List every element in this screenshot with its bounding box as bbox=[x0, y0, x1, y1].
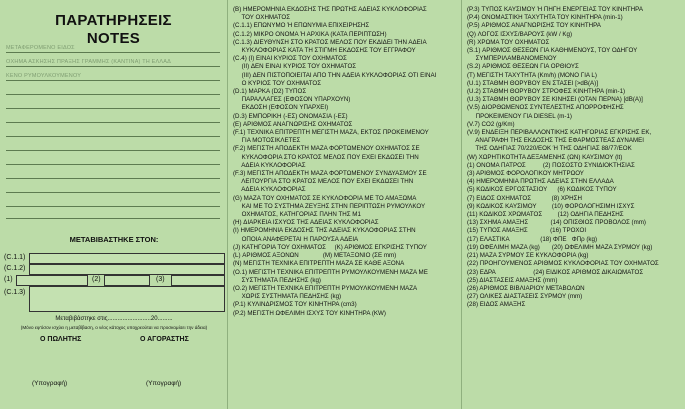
legend-row: (III) ΔΕΝ ΠΙΣΤΟΠΟΙΕΙΤΑΙ ΑΠΟ ΤΗΝ ΑΔΕΙΑ ΚΥΚΛΟΦΟΡΙΑΣ ΟΤΙ ΕΙΝΑΙ bbox=[233, 71, 437, 79]
legend-row: ΧΩΡΙΣ ΣΥΣΤΗΜΑΤΑ ΠΕΔΗΣΗΣ (kg) bbox=[233, 293, 342, 301]
legend-row: (17) ΕΛΑΣΤΙΚΑ (18) ΦΠΕ ΦΠρ (kg) bbox=[467, 235, 598, 243]
legend-row: (C.1.3) ΔΙΕΥΘΥΝΣΗ ΣΤΟ ΚΡΑΤΟΣ ΜΕΛΟΣ ΠΟΥ ΕΚΔΙΔΕΙ ΤΗΝ ΑΔΕΙΑ bbox=[233, 38, 427, 46]
legend-row: ΚΥΚΛΟΦΟΡΙΑΣ ΚΑΤΑ ΤΗ ΣΤΙΓΜΗ ΕΚΔΟΣΗΣ ΤΟΥ ΕΓΓΡΑΦΟΥ bbox=[233, 47, 416, 55]
right-rows bbox=[467, 6, 683, 310]
note-rule bbox=[6, 122, 220, 123]
field-3-label: (3) bbox=[156, 276, 165, 283]
legend-row: (P.1) ΚΥΛΙΝΔΡΙΣΜΟΣ ΤΟΥ ΚΙΝΗΤΗΡΑ (cm3) bbox=[233, 301, 357, 309]
legend-row: (C.1.2) ΜΙΚΡΟ ΟΝΟΜΑ Ή ΑΡΧΙΚΑ (ΚΑΤΑ ΠΕΡΙΠΤΩΣΗ) bbox=[233, 30, 387, 38]
fields-legend-middle bbox=[229, 0, 462, 409]
legend-row: (H) ΔΙΑΡΚΕΙΑ ΙΣΧΥΟΣ ΤΗΣ ΑΔΕΙΑΣ ΚΥΚΛΟΦΟΡΙΑΣ bbox=[233, 219, 379, 227]
legend-row: (V.5) ΔΙΟΡΘΩΜΕΝΟΣ ΣΥΝΤΕΛΕΣΤΗΣ ΑΠΟΡΡΟΦΗΣΗΣ bbox=[467, 104, 624, 112]
legend-row: ΓΙΑ ΜΟΤΟΣΙΚΛΕΤΕΣ bbox=[233, 137, 301, 145]
field-2-box[interactable] bbox=[104, 275, 150, 286]
legend-row: (26) ΑΡΙΘΜΟΣ ΒΙΒΛΙΑΡΙΟΥ ΜΕΤΑΒΟΛΩΝ bbox=[467, 284, 585, 292]
legend-row: (I) ΗΜΕΡΟΜΗΝΙΑ ΕΚΔΟΣΗΣ ΤΗΣ ΑΔΕΙΑΣ ΚΥΚΛΟΦΟΡΙΑΣ ΣΤΗΝ bbox=[233, 227, 416, 235]
legend-row: (T) ΜΕΓΙΣΤΗ ΤΑΧΥΤΗΤΑ (Km/h) (ΜΟΝΟ ΓΙΑ L) bbox=[467, 71, 597, 79]
legend-row: ΚΑΙ ΜΕ ΤΟ ΣΥΣΤΗΜΑ ΖΕΥΞΗΣ ΣΤΗΝ ΠΕΡΙΠΤΩΣΗ ΡΥΜΟΥΛΚΟΥ bbox=[233, 202, 426, 210]
legend-row: ΕΚΔΟΣΗ (ΕΦΟΣΟΝ ΥΠΑΡΧΕΙ) bbox=[233, 104, 329, 112]
note-rule bbox=[6, 66, 220, 67]
legend-row: (E) ΑΡΙΘΜΟΣ ΑΝΑΓΝΩΡΙΣΗΣ ΟΧΗΜΑΤΟΣ bbox=[233, 120, 353, 128]
transfer-note: (Μόνο εφ'όσον ισχύει η μεταβίβαση, ο νέος κάτοχος υποχρεούται να προσκομίσει την άδεια) bbox=[20, 325, 208, 330]
legend-row: ΑΝΑΓΡΑΦΗ ΤΗΣ ΕΚΔΟΣΗΣ ΤΗΣ ΕΦΑΡΜΟΣΤΕΑΣ ΔΥΝΑΜΕΙ bbox=[467, 137, 644, 145]
legend-row: ΤΟΥ ΟΧΗΜΑΤΟΣ bbox=[233, 14, 291, 22]
field-c11-box[interactable] bbox=[29, 253, 225, 264]
seller-label: Ο ΠΩΛΗΤΗΣ bbox=[40, 336, 82, 343]
note-rule bbox=[6, 136, 220, 137]
legend-row: (S.2) ΑΡΙΘΜΟΣ ΘΕΣΕΩΝ ΓΙΑ ΟΡΘΙΟΥΣ bbox=[467, 63, 579, 71]
legend-row: (R) ΧΡΩΜΑ ΤΟΥ ΟΧΗΜΑΤΟΣ bbox=[467, 38, 550, 46]
transfer-date: Μεταβιβάστηκε στις..........................20......... bbox=[55, 316, 173, 322]
legend-row: (D.1) ΜΑΡΚΑ (D2) ΤΥΠΟΣ bbox=[233, 88, 307, 96]
note-rule bbox=[6, 206, 220, 207]
legend-row: (J) ΚΑΤΗΓΟΡΙΑ ΤΟΥ ΟΧΗΜΑΤΟΣ (K) ΑΡΙΘΜΟΣ ΕΓΚΡΙΣΗΣ ΤΥΠΟΥ bbox=[233, 243, 427, 251]
legend-row: ΠΡΟΚΕΙΜΕΝΟΥ ΓΙΑ DIESEL (m-1) bbox=[467, 112, 572, 120]
legend-row: (G) ΜΑΖΑ ΤΟΥ ΟΧΗΜΑΤΟΣ ΣΕ ΚΥΚΛΟΦΟΡΙΑ ΜΕ ΤΟ ΑΜΑΞΩΜΑ bbox=[233, 194, 417, 202]
legend-row: (28) ΕΙΔΟΣ ΑΜΑΞΗΣ bbox=[467, 301, 526, 309]
legend-row: (P.4) ΟΝΟΜΑΣΤΙΚΗ ΤΑΧΥΤΗΤΑ ΤΟΥ ΚΙΝΗΤΗΡΑ (min-1) bbox=[467, 14, 623, 22]
field-1-box[interactable] bbox=[16, 275, 88, 286]
legend-row: (3) ΑΡΙΘΜΟΣ ΦΟΡΟΛΟΓΙΚΟΥ ΜΗΤΡΩΟΥ bbox=[467, 170, 584, 178]
legend-row: (O.2) ΜΕΓΙΣΤΗ ΤΕΧΝΙΚΑ ΕΠΙΤΡΕΠΤΗ ΡΥΜΟΥΛΚΟΥΜΕΝΗ ΜΑΖΑ bbox=[233, 284, 418, 292]
legend-row: (P.2) ΜΕΓΙΣΤΗ ΩΦΕΛΙΜΗ ΙΣΧΥΣ ΤΟΥ ΚΙΝΗΤΗΡΑ (KW) bbox=[233, 309, 386, 317]
legend-row: (V.9) ΕΝΔΕΙΞΗ ΠΕΡΙΒΑΛΛΟΝΤΙΚΗΣ ΚΑΤΗΓΟΡΙΑΣ ΕΓΚΡΙΣΗΣ ΕΚ, bbox=[467, 129, 652, 137]
legend-row: (O.1) ΜΕΓΙΣΤΗ ΤΕΧΝΙΚΑ ΕΠΙΤΡΕΠΤΗ ΡΥΜΟΥΛΚΟΥΜΕΝΗ ΜΑΖΑ ΜΕ bbox=[233, 268, 428, 276]
legend-row: (13) ΣΧΗΜΑ ΑΜΑΞΗΣ (14) ΟΠΙΣΘΙΟΣ ΠΡΟΒΟΛΟΣ (mm) bbox=[467, 219, 646, 227]
legend-row: (C.4) (I) ΕΙΝΑΙ ΚΥΡΙΟΣ ΤΟΥ ΟΧΗΜΑΤΟΣ bbox=[233, 55, 347, 63]
legend-row: (P.3) ΤΥΠΟΣ ΚΑΥΣΙΜΟΥ Ή ΠΗΓΗ ΕΝΕΡΓΕΙΑΣ ΤΟΥ ΚΙΝΗΤΗΡΑ bbox=[467, 6, 643, 13]
legend-row: ΑΔΕΙΑ ΚΥΚΛΟΦΟΡΙΑΣ bbox=[233, 186, 306, 194]
legend-row: ΠΑΡΑΛΛΑΓΕΣ (ΕΦΟΣΟΝ ΥΠΑΡΧΟΥΝ) bbox=[233, 96, 351, 104]
legend-row: (S.1) ΑΡΙΘΜΟΣ ΘΕΣΕΩΝ ΓΙΑ ΚΑΘΗΜΕΝΟΥΣ, ΤΟΥ ΟΔΗΓΟΥ bbox=[467, 47, 638, 55]
legend-row: (19) ΩΦΕΛΙΜΗ ΜΑΖΑ (kg) (20) ΩΦΕΛΙΜΗ ΜΑΖΑ ΣΥΡΜΟΥ (kg) bbox=[467, 243, 653, 251]
legend-row: ΟΠΟΙΑ ΑΝΑΦΕΡΕΤΑΙ Η ΠΑΡΟΥΣΑ ΑΔΕΙΑ bbox=[233, 235, 359, 243]
legend-row: (B) ΗΜΕΡΟΜΗΝΙΑ ΕΚΔΟΣΗΣ ΤΗΣ ΠΡΩΤΗΣ ΑΔΕΙΑΣ ΚΥΚΛΟΦΟΡΙΑΣ bbox=[233, 6, 427, 13]
note-rule bbox=[6, 150, 220, 151]
legend-row: (22) ΠΡΟΗΓΟΥΜΕΝΟΣ ΑΡΙΘΜΟΣ ΚΥΚΛΟΦΟΡΙΑΣ ΤΟΥ ΟΧΗΜΑΤΟΣ bbox=[467, 260, 659, 268]
legend-row: (V.7) CO2 (g/Km) bbox=[467, 120, 515, 128]
note-rule bbox=[6, 218, 220, 219]
legend-row: ΤΗΣ ΟΔΗΓΙΑΣ 70/220/ΕΟΚ Ή ΤΗΣ ΟΔΗΓΙΑΣ 88/77/ΕΟΚ bbox=[467, 145, 632, 153]
legend-row: Ο ΚΥΡΙΟΣ ΤΟΥ ΟΧΗΜΑΤΟΣ bbox=[233, 79, 322, 87]
fields-legend-right bbox=[463, 0, 685, 409]
legend-row: (11) ΚΩΔΙΚΟΣ ΧΡΩΜΑΤΟΣ (12) ΟΔΗΓΙΑ ΠΕΔΗΣΗΣ bbox=[467, 211, 624, 219]
note-rule bbox=[6, 52, 220, 53]
legend-row: ΣΥΜΠΕΡΙΛΑΜΒΑΝΟΜΕΝΟΥ bbox=[467, 55, 557, 63]
legend-row: (27) ΟΛΙΚΕΣ ΔΙΑΣΤΑΣΕΙΣ ΣΥΡΜΟΥ (mm) bbox=[467, 293, 583, 301]
note-rule bbox=[6, 108, 220, 109]
note-rule bbox=[6, 192, 220, 193]
transferred-to-label: ΜΕΤΑΒΙΒΑΣΤΗΚΕ ΣΤΟΝ: bbox=[69, 235, 159, 244]
legend-row: (5) ΚΩΔΙΚΟΣ ΕΡΓΟΣΤΑΣΙΟΥ (6) ΚΩΔΙΚΟΣ ΤΥΠΟΥ bbox=[467, 186, 617, 194]
notes-title-greek: ΠΑΡΑΤΗΡΗΣΕΙΣ bbox=[55, 12, 172, 29]
buyer-label: Ο ΑΓΟΡΑΣΤΗΣ bbox=[140, 336, 189, 343]
legend-row: ΚΥΚΛΟΦΟΡΙΑ ΣΤΟ ΚΡΑΤΟΣ ΜΕΛΟΣ ΠΟΥ ΕΧΕΙ ΕΚΔΩΣΕΙ ΤΗΝ bbox=[233, 153, 419, 161]
legend-row: (1) ΟΝΟΜΑ ΠΑΤΡΟΣ (2) ΠΟΣΟΣΤΟ ΣΥΝΙΔΙΟΚΤΗΣΙΑΣ bbox=[467, 161, 635, 169]
legend-row: ΛΕΙΤΟΥΡΓΙΑ ΣΤΟ ΚΡΑΤΟΣ ΜΕΛΟΣ ΠΟΥ ΕΧΕΙ ΕΚΔΩΣΕΙ ΤΗΝ bbox=[233, 178, 414, 186]
legend-row: (U.3) ΣΤΑΘΜΗ ΘΟΡΥΒΟΥ ΣΕ ΚΙΝΗΣΕΙ (ΟΤΑΝ ΠΕΡΝΑ) [dB(A)] bbox=[467, 96, 643, 104]
legend-row: (4) ΗΜΕΡΟΜΗΝΙΑ ΠΡΩΤΗΣ ΑΔΕΙΑΣ ΣΤΗΝ ΕΛΛΑΔΑ bbox=[467, 178, 614, 186]
legend-row: (II) ΔΕΝ ΕΙΝΑΙ ΚΥΡΙΟΣ ΤΟΥ ΟΧΗΜΑΤΟΣ bbox=[233, 63, 357, 71]
legend-row: (7) ΕΙΔΟΣ ΟΧΗΜΑΤΟΣ (8) ΧΡΗΣΗ bbox=[467, 194, 582, 202]
legend-row: (W) ΧΩΡΗΤΙΚΟΤΗΤΑ ΔΕΞΑΜΕΝΗΣ (ΩΝ) ΚΑΥΣΙΜΟΥ (lt) bbox=[467, 153, 623, 161]
middle-rows bbox=[233, 6, 459, 318]
field-3-box[interactable] bbox=[171, 275, 225, 286]
notes-column bbox=[0, 0, 228, 409]
legend-row: (N) ΜΕΓΙΣΤΗ ΤΕΧΝΙΚΑ ΕΠΙΤΡΕΠΤΗ ΜΑΖΑ ΣΕ ΚΑΘΕ ΑΞΟΝΑ bbox=[233, 260, 405, 268]
field-c11-label: (C.1.1) bbox=[4, 254, 26, 261]
field-c13-box[interactable] bbox=[29, 286, 225, 312]
notes-line-3: ΚΕΝΟ ΡΥΜΟΥΛΚΟΥΜΕΝΟΥ bbox=[6, 73, 82, 79]
note-rule bbox=[6, 164, 220, 165]
legend-row: ΑΔΕΙΑ ΚΥΚΛΟΦΟΡΙΑΣ bbox=[233, 161, 306, 169]
legend-row: (F.1) ΤΕΧΝΙΚΑ ΕΠΙΤΡΕΠΤΗ ΜΕΓΙΣΤΗ ΜΑΖΑ, ΕΚΤΟΣ ΠΡΟΚΕΙΜΕΝΟΥ bbox=[233, 129, 429, 137]
notes-title-english: NOTES bbox=[86, 30, 141, 47]
legend-row: (9) ΚΩΔΙΚΟΣ ΚΑΥΣΙΜΟΥ (10) ΦΟΡΟΛΟΓΗΣΙΜΗ ΙΣΧΥΣ bbox=[467, 202, 635, 210]
legend-row: (U.2) ΣΤΑΘΜΗ ΘΟΡΥΒΟΥ ΣΤΡΟΦΕΣ ΚΙΝΗΤΗΡΑ (min-1) bbox=[467, 88, 626, 96]
note-rule bbox=[6, 94, 220, 95]
notes-line-1: ΜΕΤΑΦΕΡΟΜΕΝΟ ΕΙΔΟΣ bbox=[6, 45, 75, 51]
field-2-label: (2) bbox=[92, 276, 101, 283]
legend-row: (15) ΤΥΠΟΣ ΑΜΑΞΗΣ (16) ΤΡΟΧΟΙ bbox=[467, 227, 587, 235]
field-c12-label: (C.1.2) bbox=[4, 265, 26, 272]
legend-row: (U.1) ΣΤΑΘΜΗ ΘΟΡΥΒΟΥ ΕΝ ΣΤΑΣΕΙ [>dB(A)] bbox=[467, 79, 598, 87]
field-1-label: (1) bbox=[4, 276, 13, 283]
note-rule bbox=[6, 178, 220, 179]
legend-row: ΟΧΗΜΑΤΟΣ, ΚΑΤΗΓΟΡΙΑΣ ΠΛΗΝ ΤΗΣ Μ1 bbox=[233, 211, 361, 219]
legend-row: (L) ΑΡΙΘΜΟΣ ΑΞΟΝΩΝ (M) ΜΕΤΑΞΟΝΙΟ (ΣΕ mm) bbox=[233, 252, 397, 260]
legend-row: (D.3) ΕΜΠΟΡΙΚΗ (-ΕΣ) ΟΝΟΜΑΣΙΑ (-ΕΣ) bbox=[233, 112, 348, 120]
legend-row: (P.5) ΑΡΙΘΜΟΣ ΑΝΑΓΝΩΡΙΣΗΣ ΤΟΥ ΚΙΝΗΤΗΡΑ bbox=[467, 22, 601, 30]
legend-row: (F.2) ΜΕΓΙΣΤΗ ΑΠΟΔΕΚΤΗ ΜΑΖΑ ΦΟΡΤΩΜΕΝΟΥ ΟΧΗΜΑΤΟΣ ΣΕ bbox=[233, 145, 420, 153]
legend-row: (C.1.1) ΕΠΩΝΥΜΟ Ή ΕΠΩΝΥΜΙΑ ΕΠΙΧΕΙΡΗΣΗΣ bbox=[233, 22, 370, 30]
legend-row: (Q) ΛΟΓΟΣ ΙΣΧΥΣ/ΒΑΡΟΥΣ (kW / Kg) bbox=[467, 30, 573, 38]
legend-row: (F.3) ΜΕΓΙΣΤΗ ΑΠΟΔΕΚΤΗ ΜΑΖΑ ΦΟΡΤΩΜΕΝΟΥ ΣΥΝΔΥΑΣΜΟΥ ΣΕ bbox=[233, 170, 427, 178]
legend-row: (21) ΜΑΖΑ ΣΥΡΜΟΥ ΣΕ ΚΥΚΛΟΦΟΡΙΑ (kg) bbox=[467, 252, 589, 260]
legend-row: (23) ΕΔΡΑ (24) ΕΙΔΙΚΟΣ ΑΡΙΘΜΟΣ ΔΙΚΑΙΩΜΑΤΟΣ bbox=[467, 268, 644, 276]
buyer-signature: (Υπογραφή) bbox=[146, 380, 182, 387]
legend-row: (25) ΔΙΑΣΤΑΣΕΙΣ ΑΜΑΞΗΣ (mm) bbox=[467, 276, 558, 284]
legend-row: ΣΥΣΤΗΜΑΤΑ ΠΕΔΗΣΗΣ (kg) bbox=[233, 276, 321, 284]
notes-line-2: ΟΧΗΜΑ ΑΣΚΗΣΗΣ ΠΡΑΞΗΣ ΓΡΑΜΜΗΣ (ΚΑΝΤΙΝΑ) ΤΗ ΕΛΛΑΔ bbox=[6, 59, 172, 65]
field-c12-box[interactable] bbox=[29, 264, 225, 275]
note-rule bbox=[6, 80, 220, 81]
field-c13-label: (C.1.3) bbox=[4, 289, 26, 296]
seller-signature: (Υπογραφή) bbox=[32, 380, 68, 387]
